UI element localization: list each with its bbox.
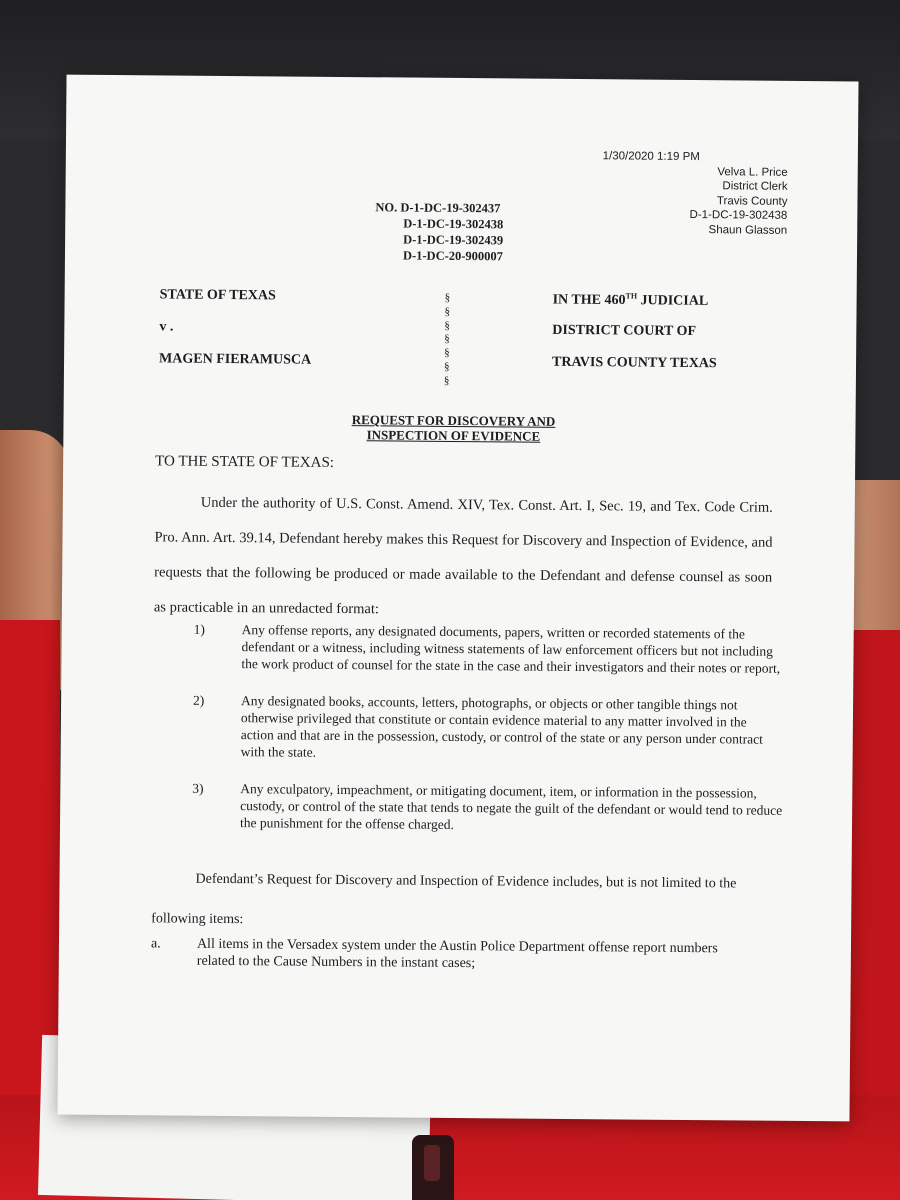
case-number: NO. D-1-DC-19-302437	[375, 200, 501, 216]
pen-clip	[412, 1135, 454, 1200]
section-mark: §	[443, 374, 450, 387]
section-mark: §	[444, 333, 450, 346]
list-item	[152, 779, 782, 835]
caption-parties	[159, 287, 312, 384]
item-number: 3)	[192, 780, 204, 796]
case-number: D-1-DC-20-900007	[402, 248, 504, 264]
item-text: Any offense reports, any designated documents, papers, written or recorded statements of the defendant or a witness, including witness statements of law enforcement officers but not including the work product of counsel for the state in the case and their investigators and their notes or report,	[241, 622, 781, 676]
intro-paragraph: Under the authority of U.S. Const. Amend. XIV, Tex. Const. Art. I, Sec. 19, and Tex. Code Crim. Pro. Ann. Art. 39.14, Defendant hereby makes this Request for Discovery and Inspection of Evidence, and requests that the following be produced or made available to the Defendant and defense counsel as soon as practicable in an unredacted format:	[153, 494, 773, 618]
section-mark: §	[444, 347, 450, 360]
filing-datetime: 1/30/2020 1:19 PM	[602, 150, 700, 164]
request-list	[152, 620, 784, 855]
section-mark: §	[443, 360, 450, 373]
item-text: All items in the Versadex system under the Austin Police Department offense report numbers related to the Cause Numbers in the instant cases;	[196, 936, 718, 972]
court-line-1-end: JUDICIAL	[636, 293, 709, 309]
item-number: 2)	[193, 692, 205, 708]
court-line-2: DISTRICT COURT OF	[552, 322, 697, 340]
section-marks	[444, 292, 450, 389]
item-number: 1)	[193, 621, 206, 637]
document-page	[57, 75, 858, 1122]
caption-court	[552, 291, 718, 388]
versus: v .	[159, 319, 174, 335]
item-letter: a.	[150, 936, 161, 952]
stamp-line: D-1-DC-19-302438	[689, 209, 788, 222]
court-line-1	[552, 291, 717, 324]
plaintiff: STATE OF TEXAS	[159, 287, 276, 304]
stamp-line: Travis County	[716, 194, 788, 208]
list-item-a	[151, 935, 741, 974]
document-title	[323, 412, 583, 444]
case-numbers	[375, 199, 504, 264]
court-line-1-text: IN THE 460	[552, 292, 626, 309]
case-number: D-1-DC-19-302438	[403, 216, 504, 232]
case-number: D-1-DC-19-302439	[403, 232, 504, 248]
item-text: Any exculpatory, impeachment, or mitigating document, item, or information in the possession, custody, or control of the state that tends to negate the guilt of the defendant or would tend to reduce the punishment for the offense charged.	[239, 781, 783, 832]
section-mark: §	[444, 305, 451, 318]
stamp-line: Shaun Glasson	[708, 223, 788, 237]
stamp-line: District Clerk	[722, 180, 788, 193]
title-line: REQUEST FOR DISCOVERY AND	[351, 412, 556, 429]
stamp-line: Velva L. Price	[717, 165, 788, 179]
court-ordinal: TH	[625, 291, 638, 301]
title-line: INSPECTION OF EVIDENCE	[366, 427, 541, 444]
includes-paragraph: Defendant’s Request for Discovery and Inspection of Evidence includes, but is not limited to the following items:	[151, 871, 737, 928]
item-text: Any designated books, accounts, letters, photographs, or objects or other tangible things not otherwise privileged that constitute or contain evidence material to any matter involved in the action and that are in the possession, custody, or control of the state or any person under contract with the state.	[240, 693, 763, 760]
defendant: MAGEN FIERAMUSCA	[159, 351, 312, 368]
list-item	[153, 691, 784, 764]
salutation: TO THE STATE OF TEXAS:	[155, 453, 335, 471]
court-line-3: TRAVIS COUNTY TEXAS	[551, 354, 717, 372]
filing-stamp	[602, 149, 788, 238]
section-mark: §	[444, 291, 451, 304]
list-item	[153, 620, 783, 676]
section-mark: §	[444, 319, 450, 332]
